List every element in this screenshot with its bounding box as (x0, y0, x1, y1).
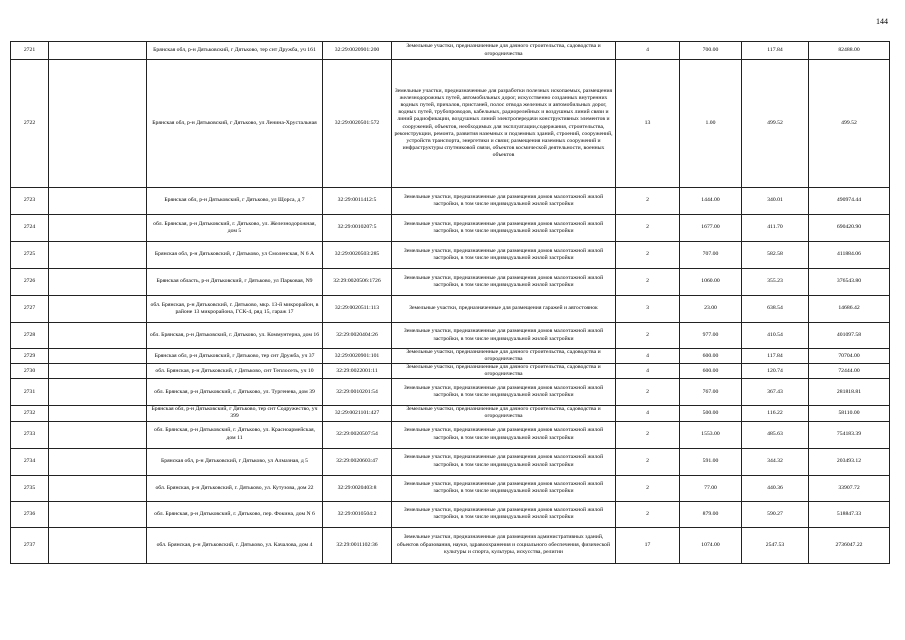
table-row (11, 188, 890, 215)
category-code-cell: 2 (616, 269, 680, 296)
cadastral-value-cell: 754183.39 (809, 421, 890, 448)
category-code-cell: 2 (616, 421, 680, 448)
cadastral-value-cell: 411884.06 (809, 242, 890, 269)
land-use-cell: Земельные участки, предназначенные для размещения домов малоэтажной жилой застройки, в том числе индивидуальной жилой застройки (392, 215, 616, 242)
cadastral-value-cell: 401097.58 (809, 323, 890, 349)
area-cell: 1677.00 (680, 215, 742, 242)
specific-value-cell: 2547.53 (742, 527, 809, 563)
row-number-cell: 2724 (11, 215, 49, 242)
row-number-cell: 2722 (11, 60, 49, 188)
empty-cell (49, 527, 147, 563)
cadastral-number-cell: 32:29:0010201:54 (323, 379, 392, 406)
specific-value-cell: 590.27 (742, 501, 809, 527)
land-use-cell: Земельные участки, предназначенные для размещения гаражей и автостоянок (392, 296, 616, 323)
cadastral-value-cell: 2736047.22 (809, 527, 890, 563)
specific-value-cell: 116.22 (742, 406, 809, 421)
address-cell: Брянская обл, р-н Дятьковский, г Дятьково, тер снт Дружба, уч 37 (147, 349, 323, 364)
specific-value-cell: 117.84 (742, 42, 809, 60)
area-cell: 767.00 (680, 379, 742, 406)
land-use-cell: Земельные участки, предназначенные для дачного строительства, садоводства и огородничества (392, 406, 616, 421)
specific-value-cell: 499.52 (742, 60, 809, 188)
category-code-cell: 2 (616, 215, 680, 242)
specific-value-cell: 120.74 (742, 364, 809, 379)
empty-cell (49, 188, 147, 215)
land-use-cell: Земельные участки, предназначенные для размещения домов малоэтажной жилой застройки, в том числе индивидуальной жилой застройки (392, 323, 616, 349)
empty-cell (49, 406, 147, 421)
row-number-cell: 2729 (11, 349, 49, 364)
row-number-cell: 2731 (11, 379, 49, 406)
table-row (11, 349, 890, 364)
cadastral-number-cell: 32:29:0010207:5 (323, 215, 392, 242)
area-cell: 879.00 (680, 501, 742, 527)
cadastral-value-cell: 82488.00 (809, 42, 890, 60)
cadastral-value-cell: 690420.90 (809, 215, 890, 242)
row-number-cell: 2735 (11, 475, 49, 501)
address-cell: Брянская обл, р-н Дятьковский, г Дятьково, ул Ленина-Хрустальная (147, 60, 323, 188)
row-number-cell: 2723 (11, 188, 49, 215)
empty-cell (49, 475, 147, 501)
row-number-cell: 2737 (11, 527, 49, 563)
cadastral-value-cell: 70704.00 (809, 349, 890, 364)
address-cell: Брянская обл, р-н Дятьковский, г Дятьково, тер снт Содружество, уч 399 (147, 406, 323, 421)
row-number-cell: 2734 (11, 448, 49, 475)
empty-cell (49, 323, 147, 349)
area-cell: 1060.00 (680, 269, 742, 296)
land-use-cell: Земельные участки, предназначенные для дачного строительства, садоводства и огородничества (392, 364, 616, 379)
empty-cell (49, 448, 147, 475)
empty-cell (49, 364, 147, 379)
table-row (11, 406, 890, 421)
cadastral-number-cell: 32:29:0020507:54 (323, 421, 392, 448)
table-row (11, 323, 890, 349)
category-code-cell: 13 (616, 60, 680, 188)
category-code-cell: 4 (616, 364, 680, 379)
area-cell: 591.00 (680, 448, 742, 475)
cadastral-number-cell: 32:29:0020404:26 (323, 323, 392, 349)
address-cell: Брянская область, р-н Дятьковский, г Дятьково, ул Парковая, N9 (147, 269, 323, 296)
category-code-cell: 2 (616, 501, 680, 527)
specific-value-cell: 582.58 (742, 242, 809, 269)
cadastral-number-cell: 32:29:0011102:36 (323, 527, 392, 563)
table-row (11, 364, 890, 379)
land-use-cell: Земельные участки, предназначенные для размещения домов малоэтажной жилой застройки, в том числе индивидуальной жилой застройки (392, 448, 616, 475)
address-cell: обл. Брянская, р-н Дятьковский, г. Дятьково, ул. Красноармейская, дом 11 (147, 421, 323, 448)
area-cell: 707.00 (680, 242, 742, 269)
cadastral-number-cell: 32:29:0020501:572 (323, 60, 392, 188)
table-row (11, 421, 890, 448)
land-use-cell: Земельные участки, предназначенные для размещения домов малоэтажной жилой застройки, в том числе индивидуальной жилой застройки (392, 475, 616, 501)
cadastral-number-cell: 32:29:0022001:11 (323, 364, 392, 379)
area-cell: 23.00 (680, 296, 742, 323)
address-cell: обл. Брянская, р-н Дятьковский, г. Дятьково, ул. Качалова, дом 4 (147, 527, 323, 563)
cadastral-value-table (10, 41, 890, 564)
cadastral-number-cell: 32:29:0011412:5 (323, 188, 392, 215)
address-cell: Брянская обл, р-н Дятьковский, г Дятьково, ул Щорса, д 7 (147, 188, 323, 215)
row-number-cell: 2728 (11, 323, 49, 349)
row-number-cell: 2721 (11, 42, 49, 60)
land-use-cell: Земельные участки, предназначенные для размещения домов малоэтажной жилой застройки, в том числе индивидуальной жилой застройки (392, 421, 616, 448)
empty-cell (49, 242, 147, 269)
cadastral-value-cell: 281818.81 (809, 379, 890, 406)
specific-value-cell: 440.36 (742, 475, 809, 501)
land-use-cell: Земельные участки, предназначенные для размещения домов малоэтажной жилой застройки, в том числе индивидуальной жилой застройки (392, 379, 616, 406)
cadastral-number-cell: 32:29:0020901:200 (323, 42, 392, 60)
empty-cell (49, 421, 147, 448)
cadastral-value-cell: 499.52 (809, 60, 890, 188)
land-use-cell: Земельные участки, предназначенные для дачного строительства, садоводства и огородничества (392, 42, 616, 60)
category-code-cell: 2 (616, 475, 680, 501)
empty-cell (49, 501, 147, 527)
cadastral-value-cell: 58110.00 (809, 406, 890, 421)
row-number-cell: 2730 (11, 364, 49, 379)
row-number-cell: 2725 (11, 242, 49, 269)
empty-cell (49, 379, 147, 406)
category-code-cell: 2 (616, 379, 680, 406)
row-number-cell: 2726 (11, 269, 49, 296)
specific-value-cell: 367.43 (742, 379, 809, 406)
cadastral-number-cell: 32:29:0020403:8 (323, 475, 392, 501)
land-use-cell: Земельные участки, предназначенные для размещения домов малоэтажной жилой застройки, в том числе индивидуальной жилой застройки (392, 242, 616, 269)
row-number-cell: 2727 (11, 296, 49, 323)
cadastral-value-cell: 14686.42 (809, 296, 890, 323)
address-cell: обл. Брянская, р-н Дятьковский, г. Дятьково, мкр. 13-й микрорайон, в районе 13 микрорайона, ГСК-4, ряд 15, гараж 17 (147, 296, 323, 323)
area-cell: 1074.00 (680, 527, 742, 563)
area-cell: 77.00 (680, 475, 742, 501)
cadastral-number-cell: 32:29:0021101:427 (323, 406, 392, 421)
table-row (11, 242, 890, 269)
land-use-cell: Земельные участки, предназначенные для размещения административных зданий, объектов образования, науки, здравоохранения и социального обеспечения, физической культуры и спорта, культуры, искусства, религии (392, 527, 616, 563)
address-cell: Брянская обл, р-н Дятьковский, г Дятьково, ул Смоленская, N 6 А (147, 242, 323, 269)
area-cell: 1553.00 (680, 421, 742, 448)
cadastral-number-cell: 32:29:0020901:101 (323, 349, 392, 364)
table-row (11, 475, 890, 501)
empty-cell (49, 60, 147, 188)
category-code-cell: 2 (616, 188, 680, 215)
address-cell: обл. Брянская, р-н Дятьковский, г Дятьково, снт Теплосеть, уч 10 (147, 364, 323, 379)
area-cell: 1.00 (680, 60, 742, 188)
category-code-cell: 17 (616, 527, 680, 563)
table-body (11, 42, 890, 564)
empty-cell (49, 215, 147, 242)
category-code-cell: 2 (616, 242, 680, 269)
land-use-cell: Земельные участки, предназначенные для размещения домов малоэтажной жилой застройки, в том числе индивидуальной жилой застройки (392, 501, 616, 527)
cadastral-value-cell: 518847.33 (809, 501, 890, 527)
specific-value-cell: 355.23 (742, 269, 809, 296)
specific-value-cell: 638.54 (742, 296, 809, 323)
cadastral-value-cell: 490974.44 (809, 188, 890, 215)
area-cell: 700.00 (680, 42, 742, 60)
table-row (11, 501, 890, 527)
table-row (11, 527, 890, 563)
row-number-cell: 2736 (11, 501, 49, 527)
table-row (11, 379, 890, 406)
empty-cell (49, 296, 147, 323)
table-row (11, 448, 890, 475)
specific-value-cell: 410.54 (742, 323, 809, 349)
page-number: 144 (876, 17, 888, 26)
area-cell: 977.00 (680, 323, 742, 349)
empty-cell (49, 42, 147, 60)
address-cell: Брянская обл, р-н Дятьковский, г Дятьково, тер снт Дружба, уч 161 (147, 42, 323, 60)
specific-value-cell: 340.01 (742, 188, 809, 215)
specific-value-cell: 117.84 (742, 349, 809, 364)
cadastral-value-cell: 376543.80 (809, 269, 890, 296)
land-use-cell: Земельные участки, предназначенные для размещения домов малоэтажной жилой застройки, в том числе индивидуальной жилой застройки (392, 188, 616, 215)
specific-value-cell: 485.63 (742, 421, 809, 448)
cadastral-value-cell: 33907.72 (809, 475, 890, 501)
table-row (11, 296, 890, 323)
table-row (11, 42, 890, 60)
address-cell: обл. Брянская, р-н Дятьковский, г. Дятьково, пер. Фокина, дом N 6 (147, 501, 323, 527)
row-number-cell: 2733 (11, 421, 49, 448)
cadastral-number-cell: 32:29:0020603:47 (323, 448, 392, 475)
area-cell: 600.00 (680, 364, 742, 379)
category-code-cell: 4 (616, 406, 680, 421)
area-cell: 1444.00 (680, 188, 742, 215)
address-cell: обл. Брянская, р-н Дятьковский, г. Дятьково, ул. Тургенева, дом 39 (147, 379, 323, 406)
category-code-cell: 2 (616, 448, 680, 475)
land-use-cell: Земельные участки, предназначенные для размещения домов малоэтажной жилой застройки, в том числе индивидуальной жилой застройки (392, 269, 616, 296)
address-cell: обл. Брянская, р-н Дятьковский, г. Дятьково, ул. Кутузова, дом 22 (147, 475, 323, 501)
address-cell: Брянская обл, р-н Дятьковский, г Дятьково, ул Алмазная, д 5 (147, 448, 323, 475)
address-cell: обл. Брянская, р-н Дятьковский, г. Дятьково, ул. Коммунтерна, дом 16 (147, 323, 323, 349)
table-row (11, 60, 890, 188)
category-code-cell: 2 (616, 323, 680, 349)
empty-cell (49, 269, 147, 296)
area-cell: 500.00 (680, 406, 742, 421)
row-number-cell: 2732 (11, 406, 49, 421)
address-cell: обл. Брянская, р-н Дятьковский, г. Дятьково, ул. Железнодорожная, дом 5 (147, 215, 323, 242)
cadastral-value-cell: 203493.12 (809, 448, 890, 475)
area-cell: 600.00 (680, 349, 742, 364)
land-use-cell: Земельные участки, предназначенные для дачного строительства, садоводства и огородничества (392, 349, 616, 364)
cadastral-number-cell: 32:29:0020503:285 (323, 242, 392, 269)
category-code-cell: 4 (616, 349, 680, 364)
category-code-cell: 4 (616, 42, 680, 60)
cadastral-value-cell: 72444.00 (809, 364, 890, 379)
cadastral-number-cell: 32:29:0010504:2 (323, 501, 392, 527)
category-code-cell: 3 (616, 296, 680, 323)
specific-value-cell: 411.70 (742, 215, 809, 242)
table-row (11, 215, 890, 242)
specific-value-cell: 344.32 (742, 448, 809, 475)
land-use-cell: Земельные участки, предназначенные для разработки полезных ископаемых, размещения железнодорожных путей, автомобильных дорог, искусственно созданных внутренних водных путей, причалов, пристаней, полос отвода железных и автомобильных дорог, водных путей, трубопроводов, кабельных, радиорелейных и воздушных линий связи и линий радиофикации, воздушных линий электропередачи конструктивных элементов и сооружений, объектов, необходимых для эксплуатации,содержания, строительства, реконструкции, ремонта, развития наземных и подземных зданий, строений, сооружений, устройств транспорта, энергетики и связи; размещения наземных сооружений и инфраструктуры спутниковой связи, объектов космической деятельности, военных объектов (392, 60, 616, 188)
cadastral-number-cell: 32:29:0020511:113 (323, 296, 392, 323)
table-row (11, 269, 890, 296)
cadastral-number-cell: 32:29:0020506:1726 (323, 269, 392, 296)
empty-cell (49, 349, 147, 364)
